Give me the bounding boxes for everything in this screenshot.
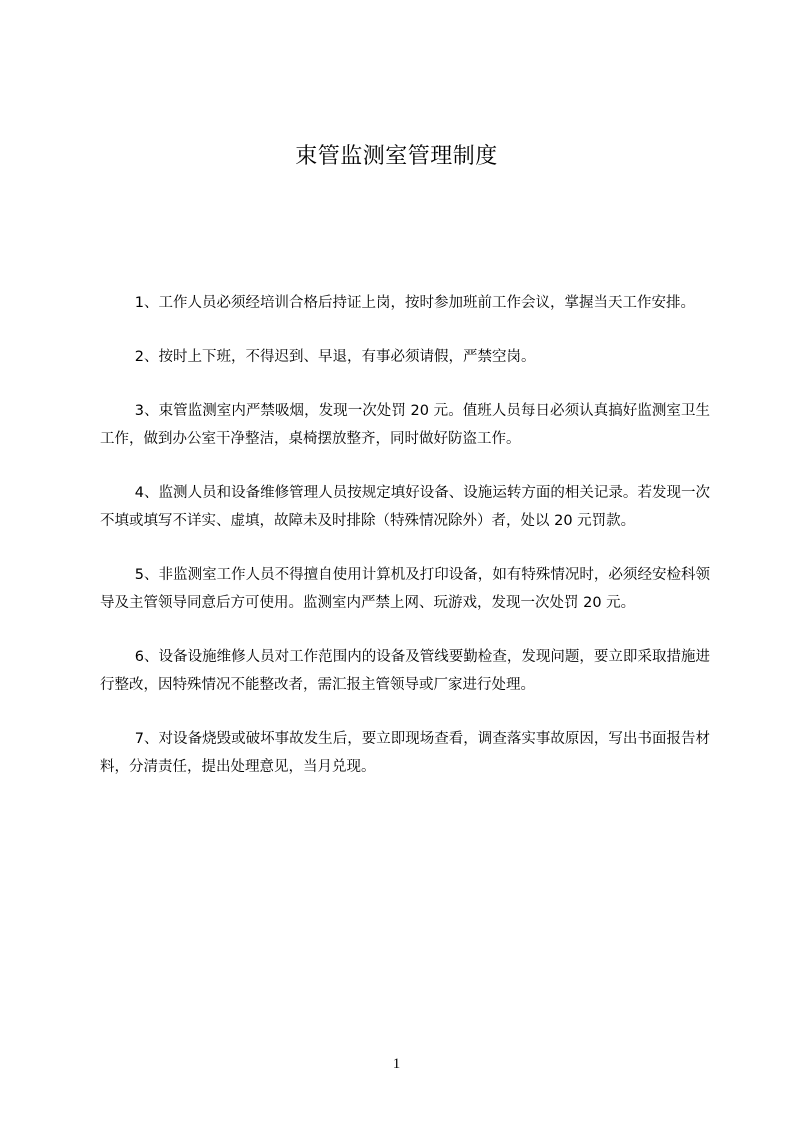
- rule-item-4: 4、监测人员和设备维修管理人员按规定填好设备、设施运转方面的相关记录。若发现一次不填或填写不详实、虚填，故障未及时排除（特殊情况除外）者，处以 20 元罚款。: [100, 485, 710, 529]
- rule-item-5: 5、非监测室工作人员不得擅自使用计算机及打印设备，如有特殊情况时，必须经安检科领导及主管领导同意后方可使用。监测室内严禁上网、玩游戏，发现一次处罚 20 元。: [100, 567, 710, 611]
- page-title: 束管监测室管理制度: [295, 144, 498, 169]
- rule-item-1: 1、工作人员必须经培训合格后持证上岗，按时参加班前工作会议，掌握当天工作安排。: [134, 295, 696, 311]
- rule-item-3: 3、束管监测室内严禁吸烟，发现一次处罚 20 元。值班人员每日必须认真搞好监测室卫生工作，做到办公室干净整洁，桌椅摆放整齐，同时做好防盗工作。: [100, 403, 710, 447]
- rule-item-6: 6、设备设施维修人员对工作范围内的设备及管线要勤检查，发现问题，要立即采取措施进行整改，因特殊情况不能整改者，需汇报主管领导或厂家进行处理。: [100, 649, 710, 693]
- rules-list: [100, 289, 710, 807]
- rule-item-7: 7、对设备烧毁或破坏事故发生后，要立即现场查看，调查落实事故原因，写出书面报告材料，分清责任，提出处理意见，当月兑现。: [100, 731, 710, 775]
- page-number: 1: [392, 1056, 401, 1072]
- rule-item-2: 2、按时上下班，不得迟到、早退，有事必须请假，严禁空岗。: [134, 349, 536, 365]
